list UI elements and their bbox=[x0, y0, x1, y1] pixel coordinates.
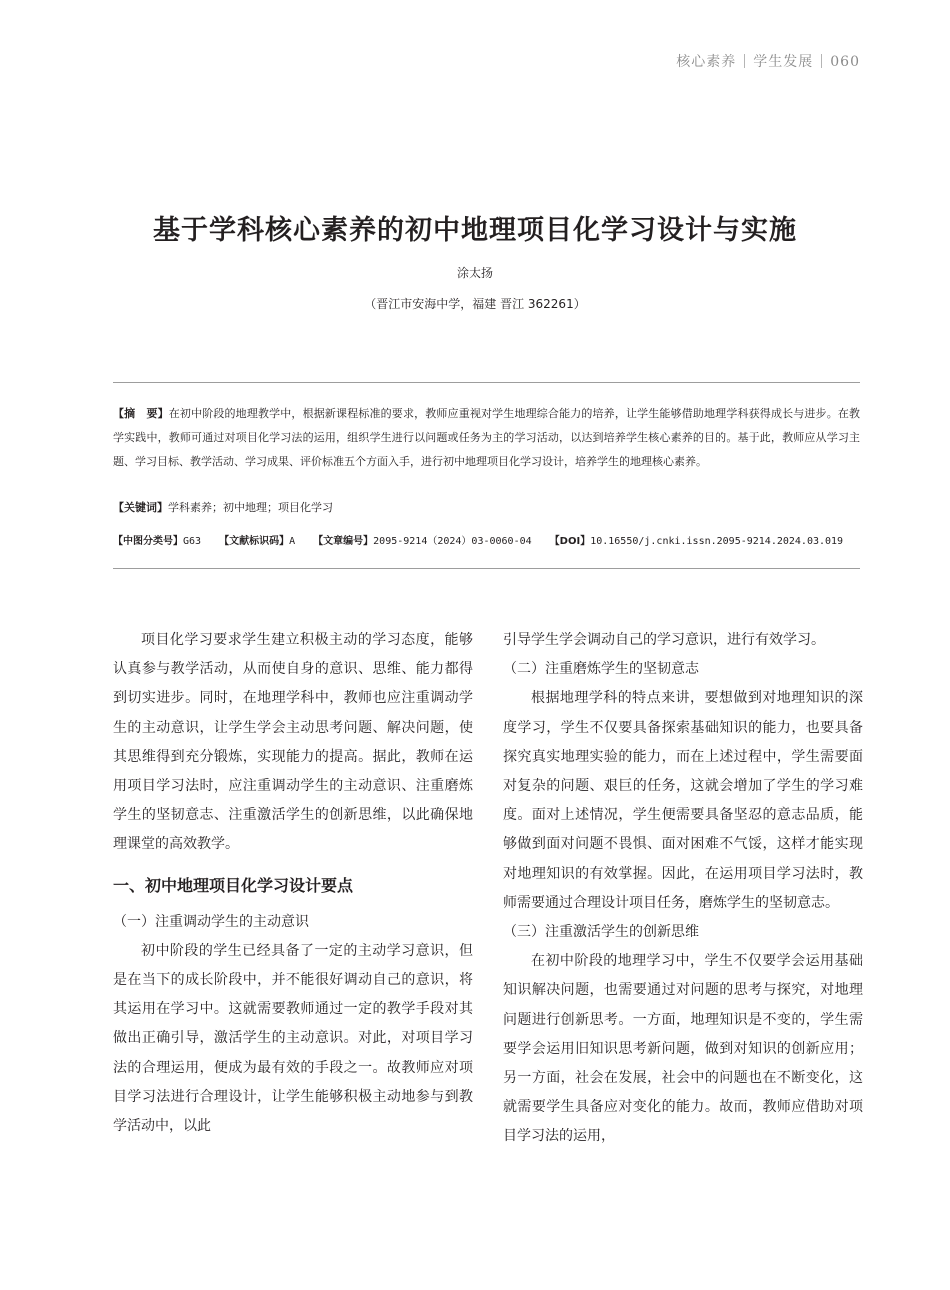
article-number-value: 2095-9214（2024）03-0060-04 bbox=[373, 536, 532, 547]
doi-value: 10.16550/j.cnki.issn.2095-9214.2024.03.019 bbox=[590, 536, 844, 547]
bottom-rule bbox=[113, 568, 860, 569]
body-column-right bbox=[503, 626, 863, 1152]
keywords bbox=[113, 499, 860, 515]
body-column-left bbox=[113, 626, 473, 1141]
subsection-heading: （二）注重磨炼学生的坚韧意志 bbox=[503, 661, 699, 678]
keywords-text: 学科素养；初中地理；项目化学习 bbox=[168, 501, 333, 514]
header-divider bbox=[744, 54, 745, 68]
page-number: 060 bbox=[830, 54, 860, 70]
top-rule bbox=[113, 382, 860, 383]
header-divider bbox=[821, 54, 822, 68]
abstract bbox=[113, 402, 860, 474]
subsection-paragraph: 根据地理学科的特点来讲，要想做到对地理知识的深度学习，学生不仅要具备探索基础知识的能力，也要具备探究真实地理实验的能力，而在上述过程中，学生需要面对复杂的问题、艰巨的任务，这就会增加了学生的学习难度。面对上述情况，学生便需要具备坚忍的意志品质，能够做到面对问题不畏惧、面对困难不气馁，这样才能实现对地理知识的有效掌握。因此，在运用项目学习法时，教师需要通过合理设计项目任务，磨炼学生的坚韧意志。 bbox=[503, 690, 863, 911]
header-subsection: 学生发展 bbox=[753, 54, 814, 70]
abstract-label: 【摘 要】 bbox=[113, 407, 169, 420]
continued-paragraph: 引导学生学会调动自己的学习意识，进行有效学习。 bbox=[503, 632, 825, 648]
article-number-label: 【文章编号】 bbox=[313, 536, 374, 547]
abstract-text: 在初中阶段的地理教学中，根据新课程标准的要求，教师应重视对学生地理综合能力的培养，让学生能够借助地理学科获得成长与进步。在教学实践中，教师可通过对项目化学习法的运用，组织学生进行以问题或任务为主的学习活动，以达到培养学生核心素养的目的。基于此，教师应从学习主题、学习目标、教学活动、学习成果、评价标准五个方面入手，进行初中地理项目化学习设计，培养学生的地理核心素养。 bbox=[113, 407, 861, 468]
article-title: 基于学科核心素养的初中地理项目化学习设计与实施 bbox=[153, 215, 797, 246]
intro-paragraph: 项目化学习要求学生建立积极主动的学习态度，能够认真参与教学活动，从而使自身的意识、思维、能力都得到切实进步。同时，在地理学科中，教师也应注重调动学生的主动意识，让学生学会主动思考问题、解决问题，使其思维得到充分锻炼，实现能力的提高。据此，教师在运用项目学习法时，应注重调动学生的主动意识、注重磨炼学生的坚韧意志、注重激活学生的创新思维，以此确保地理课堂的高效教学。 bbox=[113, 632, 473, 853]
clc-value: G63 bbox=[183, 536, 202, 547]
subsection-heading: （一）注重调动学生的主动意识 bbox=[113, 913, 309, 930]
author-name: 涂太扬 bbox=[456, 266, 493, 280]
doc-code-value: A bbox=[289, 536, 296, 547]
clc-label: 【中图分类号】 bbox=[113, 536, 183, 547]
subsection-paragraph: 初中阶段的学生已经具备了一定的主动学习意识，但是在当下的成长阶段中，并不能很好调动自己的意识，将其运用在学习中。这就需要教师通过一定的教学手段对其做出正确引导，激活学生的主动意识。对此，对项目学习法的合理运用，便成为最有效的手段之一。故教师应对项目学习法进行合理设计，让学生能够积极主动地参与到教学活动中，以此 bbox=[113, 942, 473, 1135]
subsection-heading: （三）注重激活学生的创新思维 bbox=[503, 924, 699, 941]
header-section: 核心素养 bbox=[676, 54, 737, 70]
classification-line bbox=[113, 532, 873, 547]
running-header bbox=[676, 51, 860, 71]
doc-code-label: 【文献标识码】 bbox=[219, 536, 290, 547]
subsection-paragraph: 在初中阶段的地理学习中，学生不仅要学会运用基础知识解决问题，也需要通过对问题的思考与探究，对地理问题进行创新思考。一方面，地理知识是不变的，学生需要学会运用旧知识思考新问题，做到对知识的创新应用；另一方面，社会在发展，社会中的问题也在不断变化，这就需要学生具备应对变化的能力。故而，教师应借助对项目学习法的运用， bbox=[503, 953, 863, 1145]
author-affiliation: （晋江市安海中学，福建 晋江 362261） bbox=[364, 297, 586, 311]
section-heading: 一、初中地理项目化学习设计要点 bbox=[113, 875, 354, 895]
keywords-label: 【关键词】 bbox=[113, 501, 168, 514]
doi-label: 【DOI】 bbox=[549, 536, 591, 547]
